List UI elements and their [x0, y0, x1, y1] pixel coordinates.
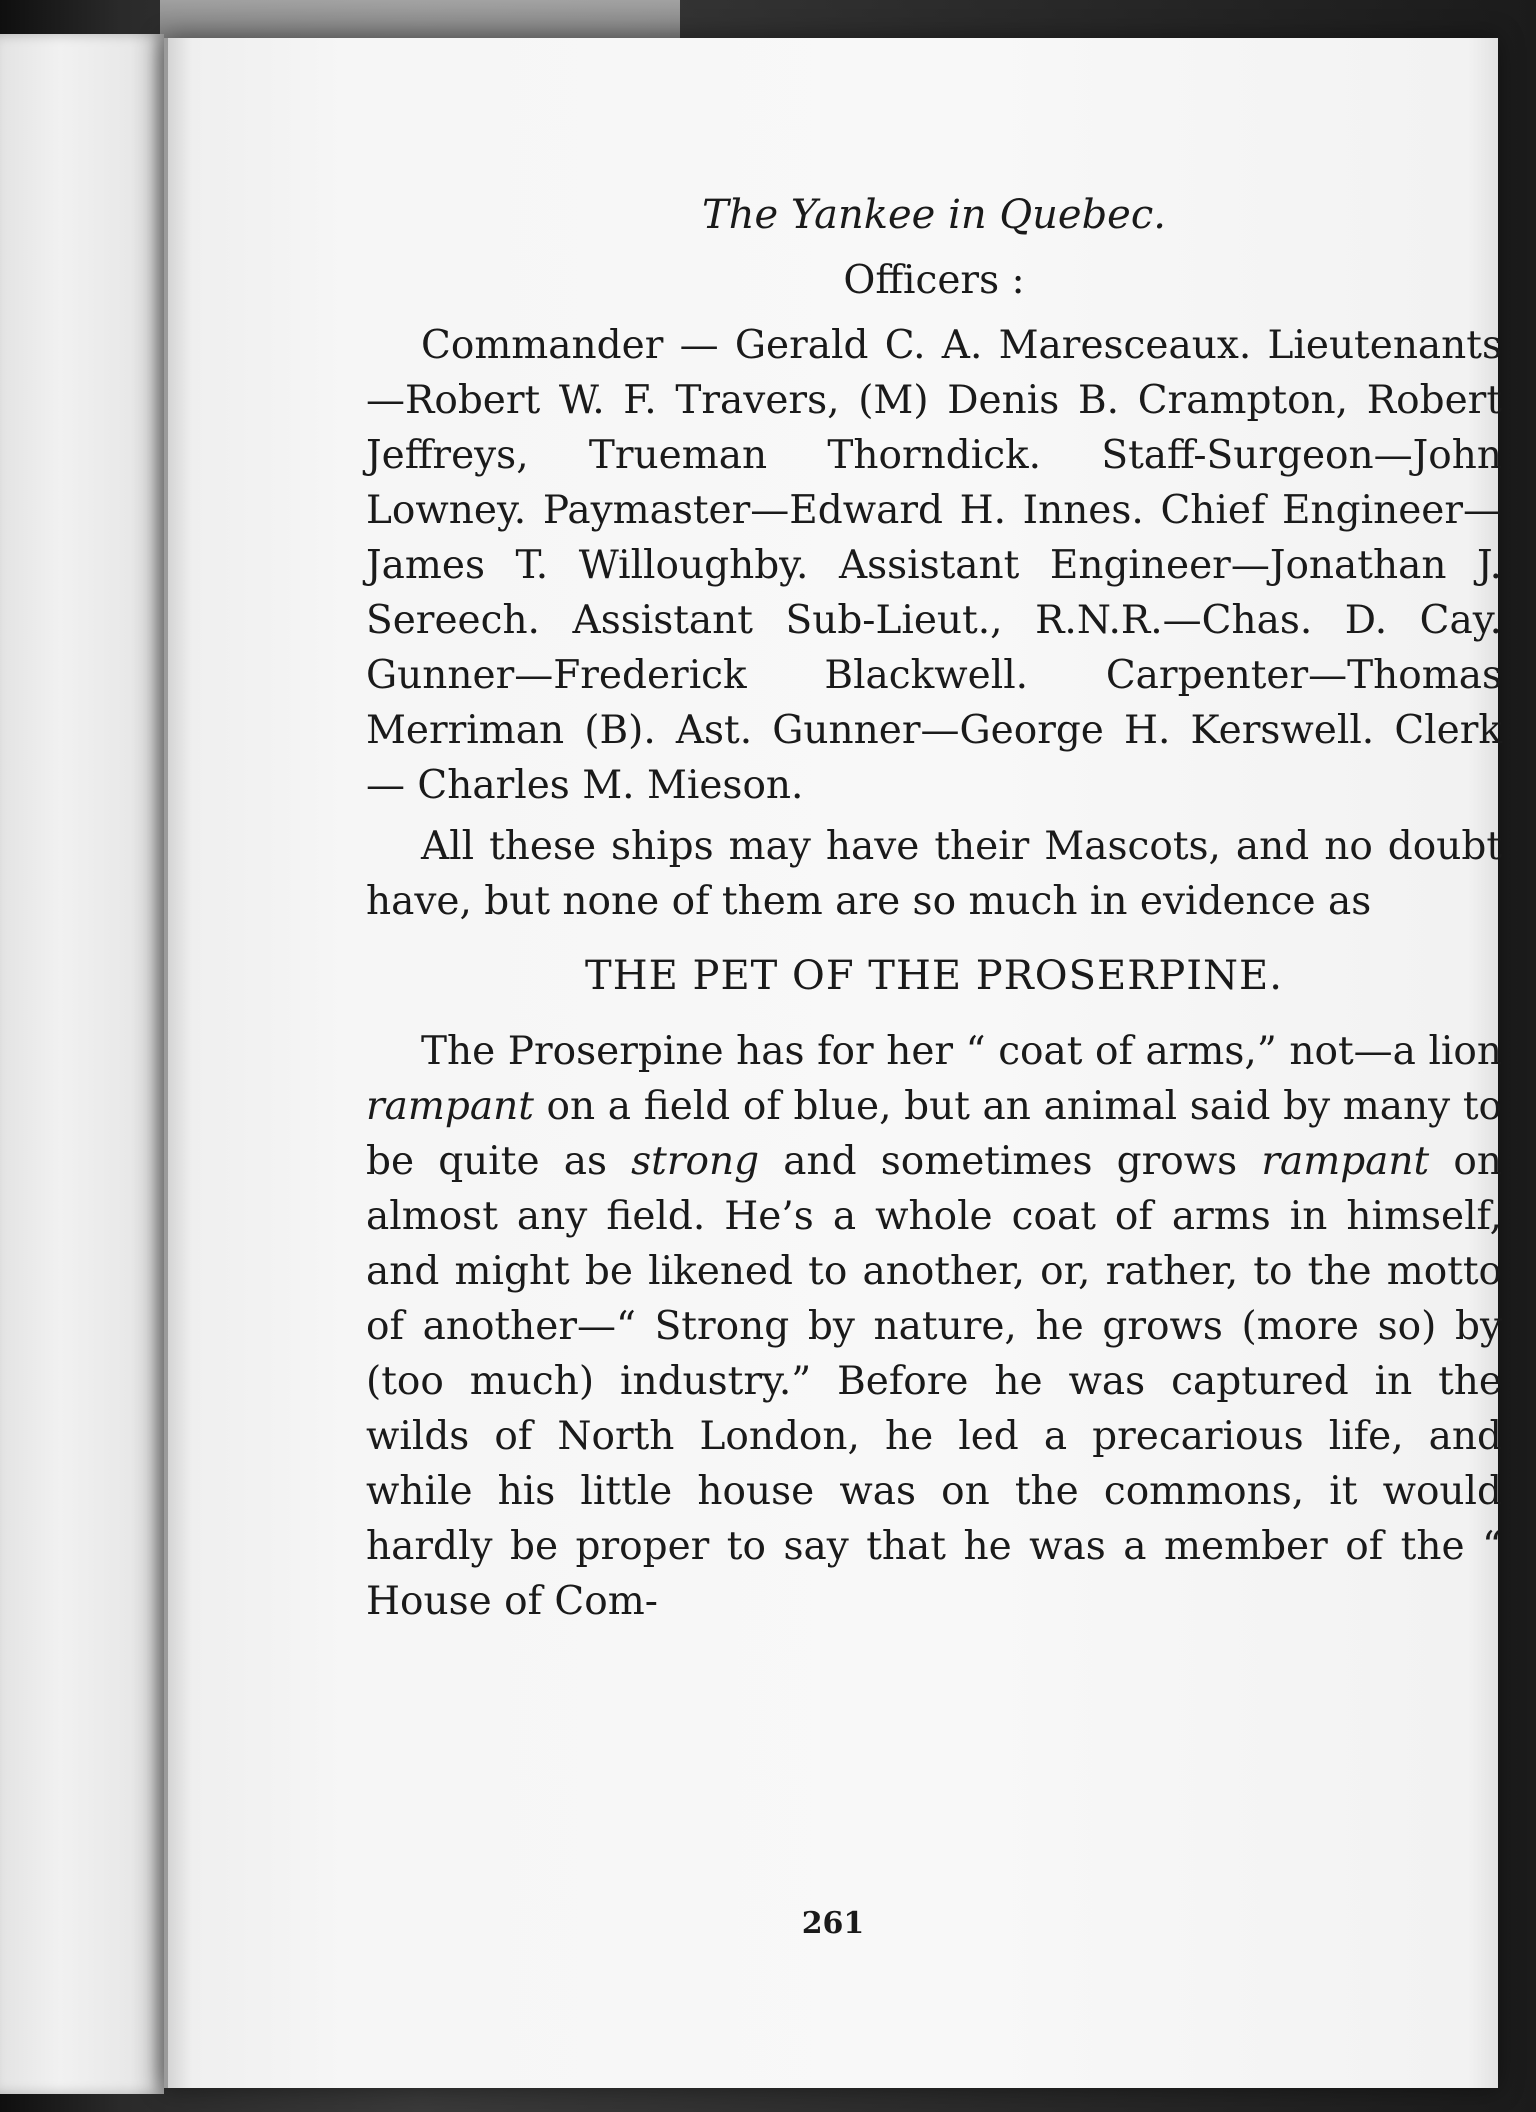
section-heading: THE PET OF THE PROSERPINE.: [585, 953, 1283, 999]
mascots-paragraph: All these ships may have their Mascots, and no doubt have, but none of them are so much in evidence as: [366, 824, 1502, 924]
proserpine-text-part-3: and sometimes grows: [759, 1139, 1262, 1184]
strong-italic: strong: [631, 1139, 760, 1184]
officers-paragraph: Commander — Gerald C. A. Maresceaux. Lieutenants—Robert W. F. Travers, (M) Denis B. Crampton, Robert Jeffreys, Trueman Thorndick. Staff-Surgeon—John Lowney. Paymaster—Edward H. Innes. Chief Engineer—James T. Willoughby. Assistant Engineer—Jonathan J. Sereech. Assistant Sub-Lieut., R.N.R.—Chas. D. Cay. Gunner—Frederick Blackwell. Carpenter—Thomas Merriman (B). Ast. Gunner—George H. Kerswell. Clerk — Charles M. Mieson.: [366, 323, 1502, 808]
running-title: The Yankee in Quebec.: [702, 192, 1166, 238]
officers-label: Officers :: [843, 258, 1025, 303]
rampant-italic-1: rampant: [366, 1084, 534, 1129]
left-page-edge: [0, 34, 164, 2094]
proserpine-paragraph: [366, 1024, 1502, 1629]
book-page: [164, 38, 1503, 2088]
page-number: 261: [801, 1906, 865, 1941]
proserpine-text-part-1: The Proserpine has for her “ coat of arms,” not—a lion: [421, 1029, 1502, 1074]
proserpine-text-part-4: on almost any field. He’s a whole coat of arms in himself, and might be likened to another, or, rather, to the motto of another—“ Strong by nature, he grows (more so) by (too much) industry.” Before he was captured in the wilds of North London, he led a precarious life, and while his little house was on the commons, it would hardly be proper to say that he was a member of the “ House of Com-: [366, 1139, 1503, 1624]
proserpine-text-part-2: on a field of blue, but an animal said by many to be quite as: [366, 1084, 1502, 1184]
rampant-italic-2: rampant: [1261, 1139, 1430, 1184]
page-text-block: [366, 188, 1502, 1629]
